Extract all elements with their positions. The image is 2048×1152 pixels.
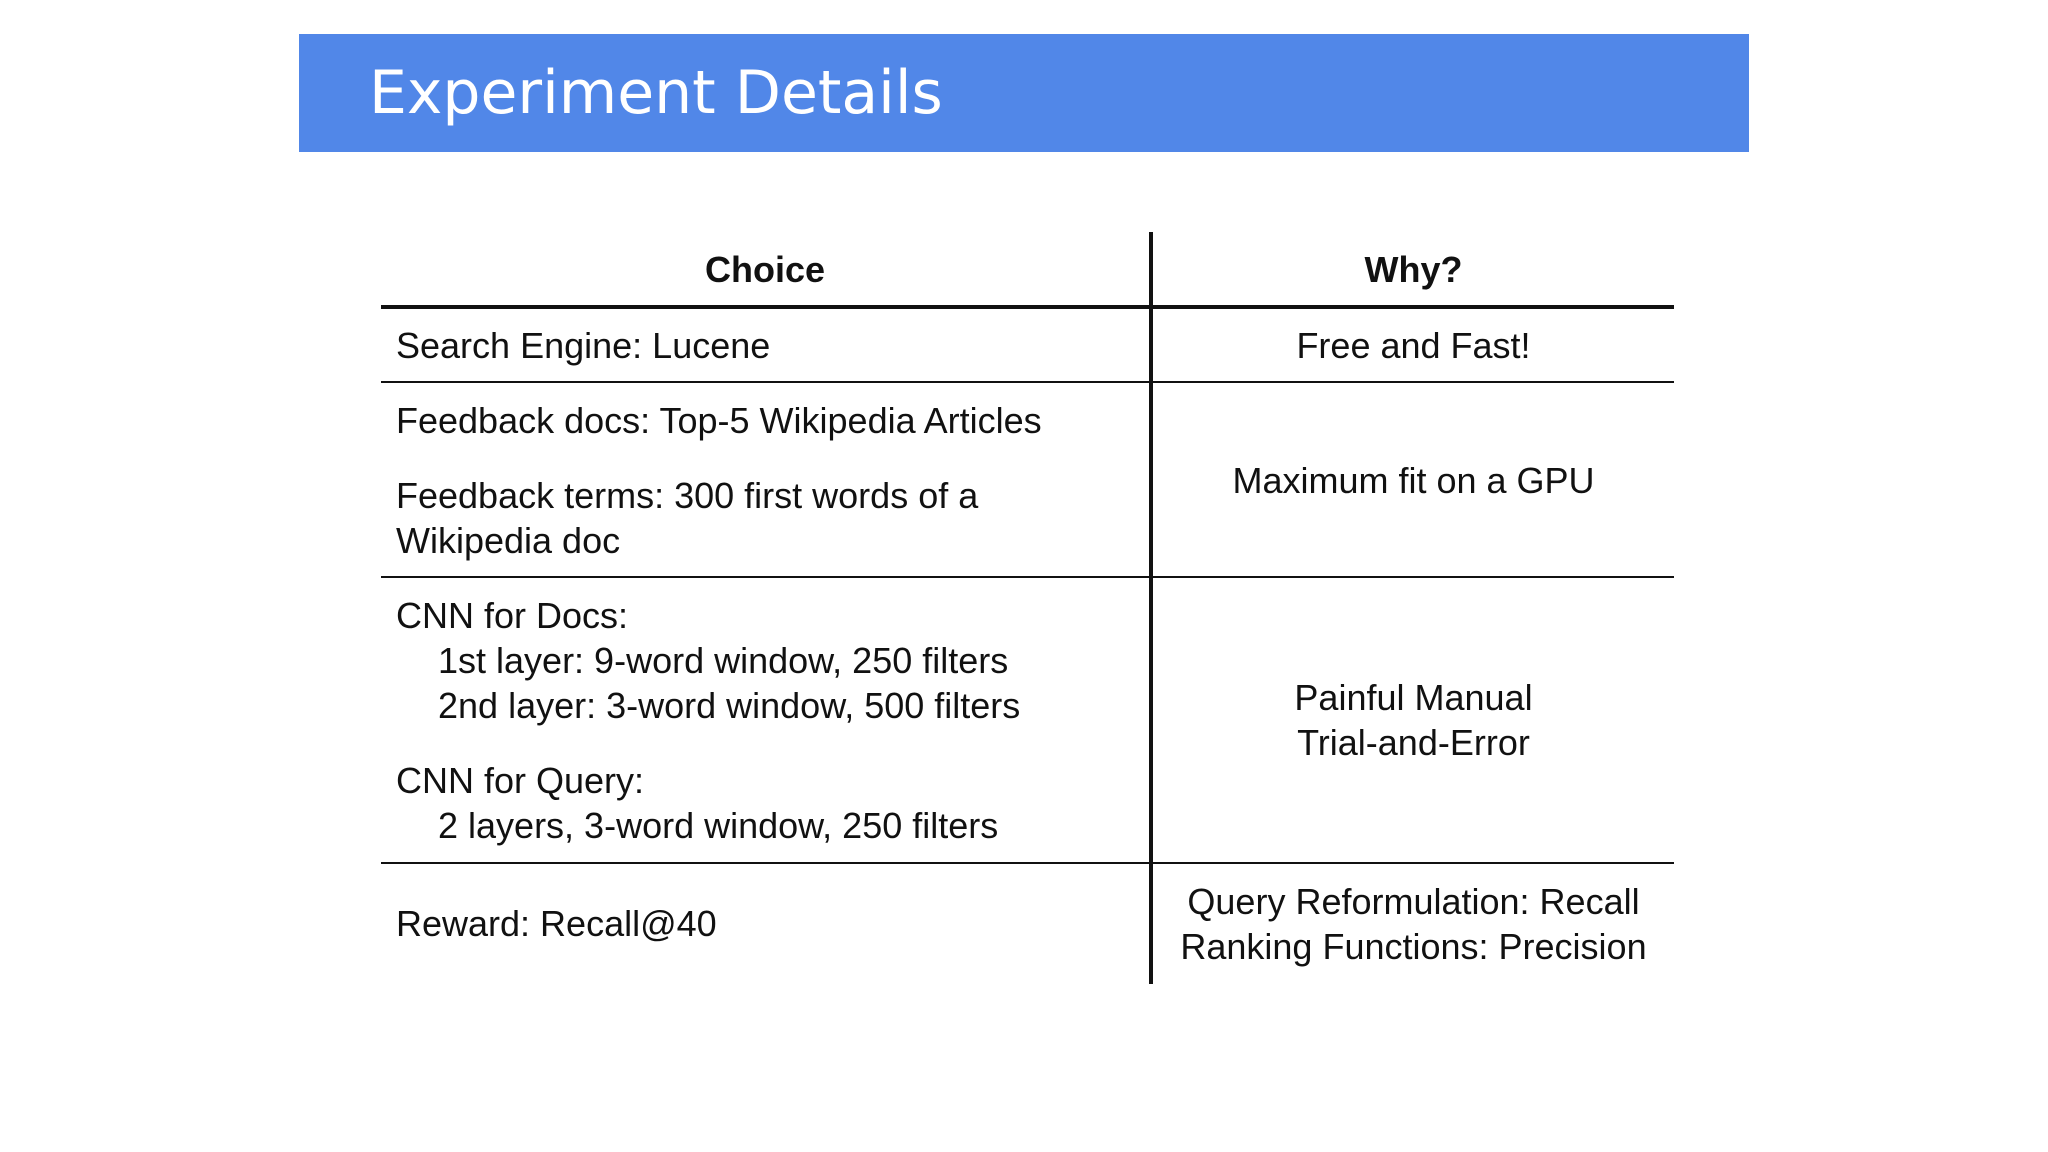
row-3-why <box>1153 675 1674 765</box>
choice-line: CNN for Query: <box>396 760 645 801</box>
why-line: Query Reformulation: Recall <box>1187 881 1640 922</box>
choice-line: Feedback docs: Top-5 Wikipedia Articles <box>396 400 1042 441</box>
experiment-table <box>381 232 1674 984</box>
row-2-choice <box>396 398 1042 563</box>
row-1-choice <box>396 323 770 368</box>
choice-line: Wikipedia doc <box>396 520 621 561</box>
slide-title: Experiment Details <box>369 58 943 128</box>
row-divider <box>381 862 1674 864</box>
choice-line: Reward: Recall@40 <box>396 903 717 944</box>
choice-line: 2nd layer: 3-word window, 500 filters <box>438 685 1021 726</box>
why-line: Free and Fast! <box>1296 325 1531 366</box>
row-divider <box>381 381 1674 383</box>
title-bar <box>299 34 1749 152</box>
header-why: Why? <box>1364 249 1463 290</box>
choice-line: 1st layer: 9-word window, 250 filters <box>438 640 1009 681</box>
row-4-why <box>1153 879 1674 969</box>
choice-line: CNN for Docs: <box>396 595 629 636</box>
header-choice: Choice <box>704 249 826 290</box>
row-divider <box>381 576 1674 578</box>
why-line: Trial-and-Error <box>1297 722 1530 763</box>
choice-line: Feedback terms: 300 first words of a <box>396 475 979 516</box>
why-line: Maximum fit on a GPU <box>1232 460 1595 501</box>
why-line: Painful Manual <box>1294 677 1533 718</box>
row-3-choice <box>396 593 1020 848</box>
row-2-why <box>1153 458 1674 503</box>
header-rule <box>381 305 1674 309</box>
row-4-choice <box>396 901 717 946</box>
choice-line: Search Engine: Lucene <box>396 325 771 366</box>
row-1-why <box>1153 323 1674 368</box>
choice-line: 2 layers, 3-word window, 250 filters <box>438 805 999 846</box>
why-line: Ranking Functions: Precision <box>1180 926 1647 967</box>
